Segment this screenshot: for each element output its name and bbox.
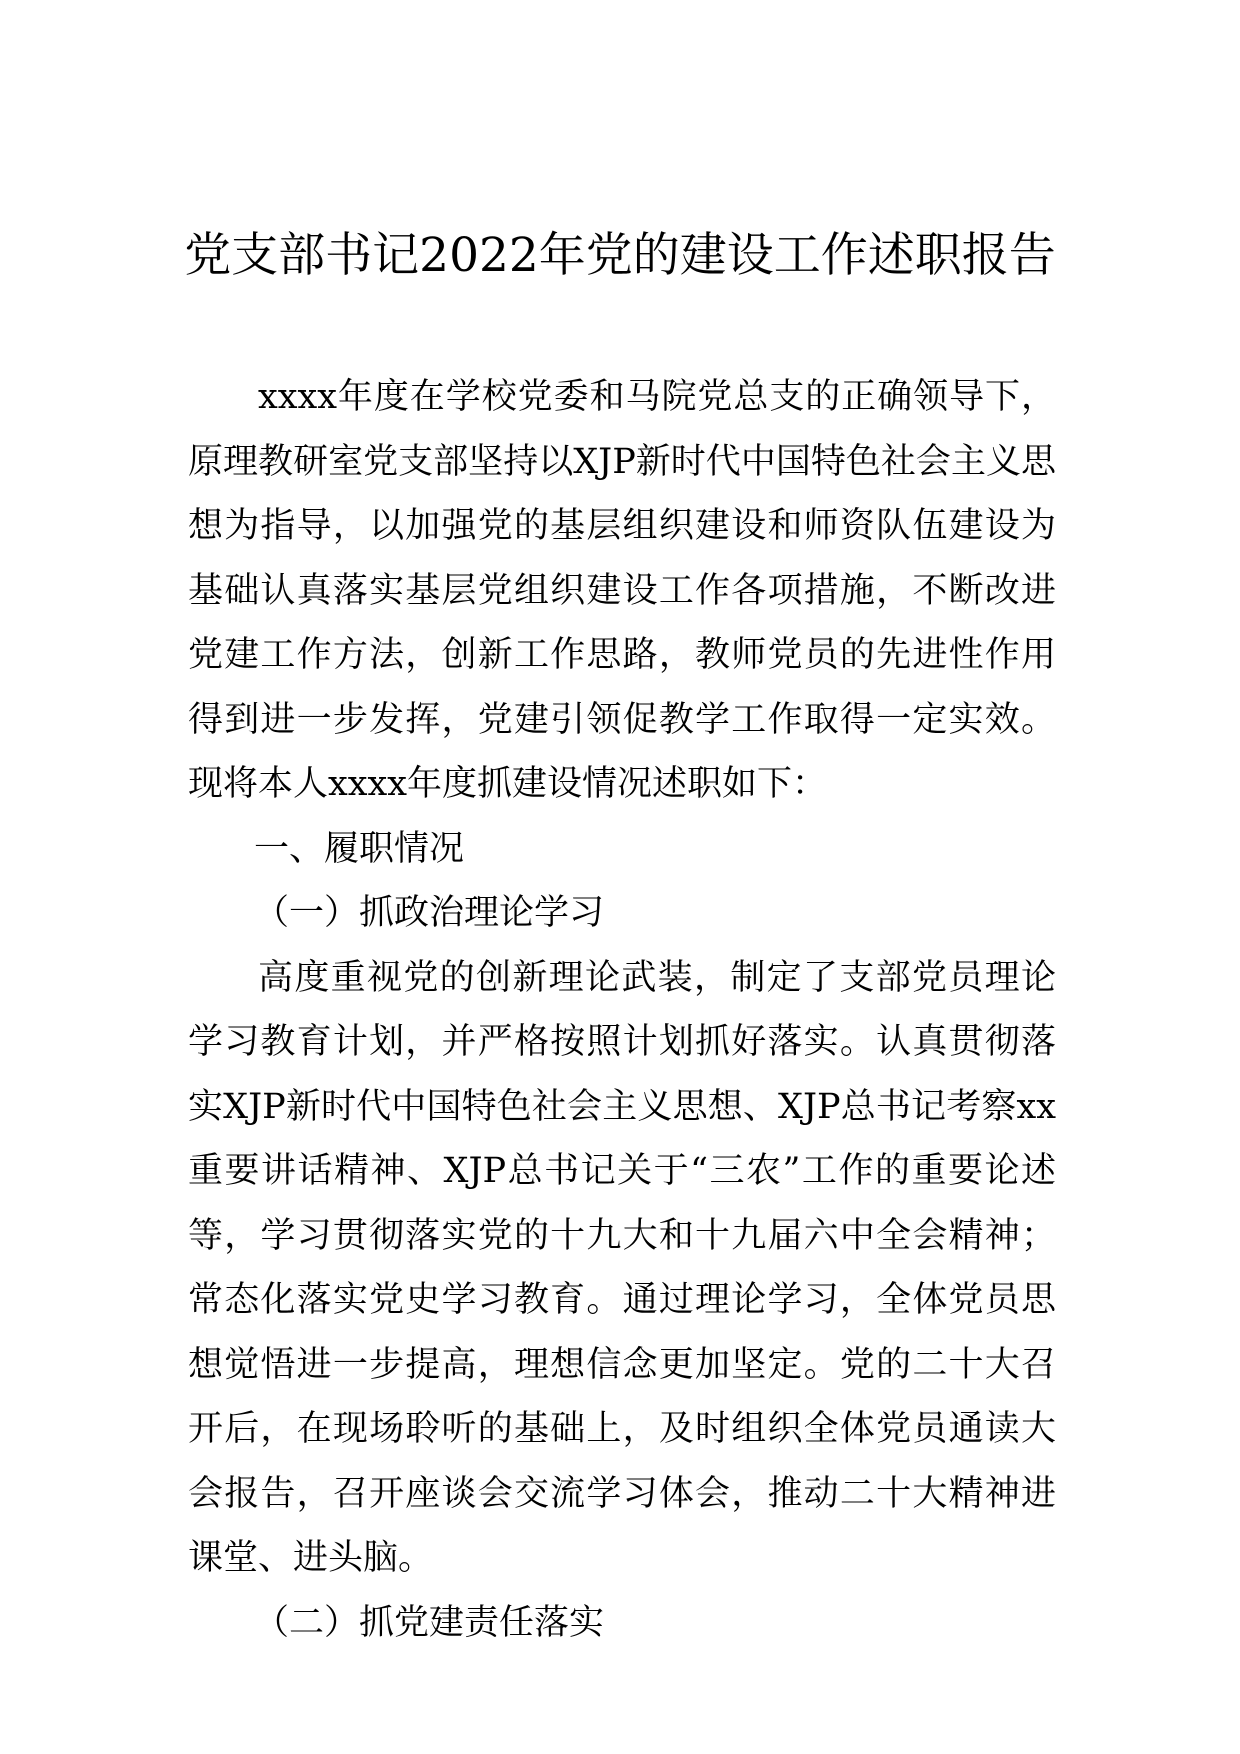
subsection-heading-responsibility: （二）抓党建责任落实 (254, 1602, 605, 1643)
document-body (188, 365, 1056, 1655)
intro-paragraph: xxxx年度在学校党委和马院党总支的正确领导下，原理教研室党支部坚持以XJP新时代中国特色社会主义思想为指导，以加强党的基层组织建设和师资队伍建设为基础认真落实基层党组织建设工作各项措施，不断改进党建工作方法，创新工作思路，教师党员的先进性作用得到进一步发挥，党建引领促教学工作取得一定实效。现将本人xxxx年度抓建设情况述职如下： (188, 377, 1056, 804)
subsection-heading-theory-study: （一）抓政治理论学习 (254, 893, 605, 933)
document-title: 党支部书记2022年党的建设工作述职报告 (184, 228, 1056, 283)
section-heading-performance: 一、履职情况 (254, 828, 465, 869)
theory-study-paragraph: 高度重视党的创新理论武装，制定了支部党员理论学习教育计划，并严格按照计划抓好落实。认真贯彻落实XJP新时代中国特色社会主义思想、XJP总书记考察xx重要讲话精神、XJP总书记关于“三农”工作的重要论述等，学习贯彻落实党的十九大和十九届六中全会精神；常态化落实党史学习教育。通过理论学习，全体党员思想觉悟进一步提高，理想信念更加坚定。党的二十大召开后，在现场聆听的基础上，及时组织全体党员通读大会报告，召开座谈会交流学习体会，推动二十大精神进课堂、进头脑。 (188, 957, 1056, 1578)
